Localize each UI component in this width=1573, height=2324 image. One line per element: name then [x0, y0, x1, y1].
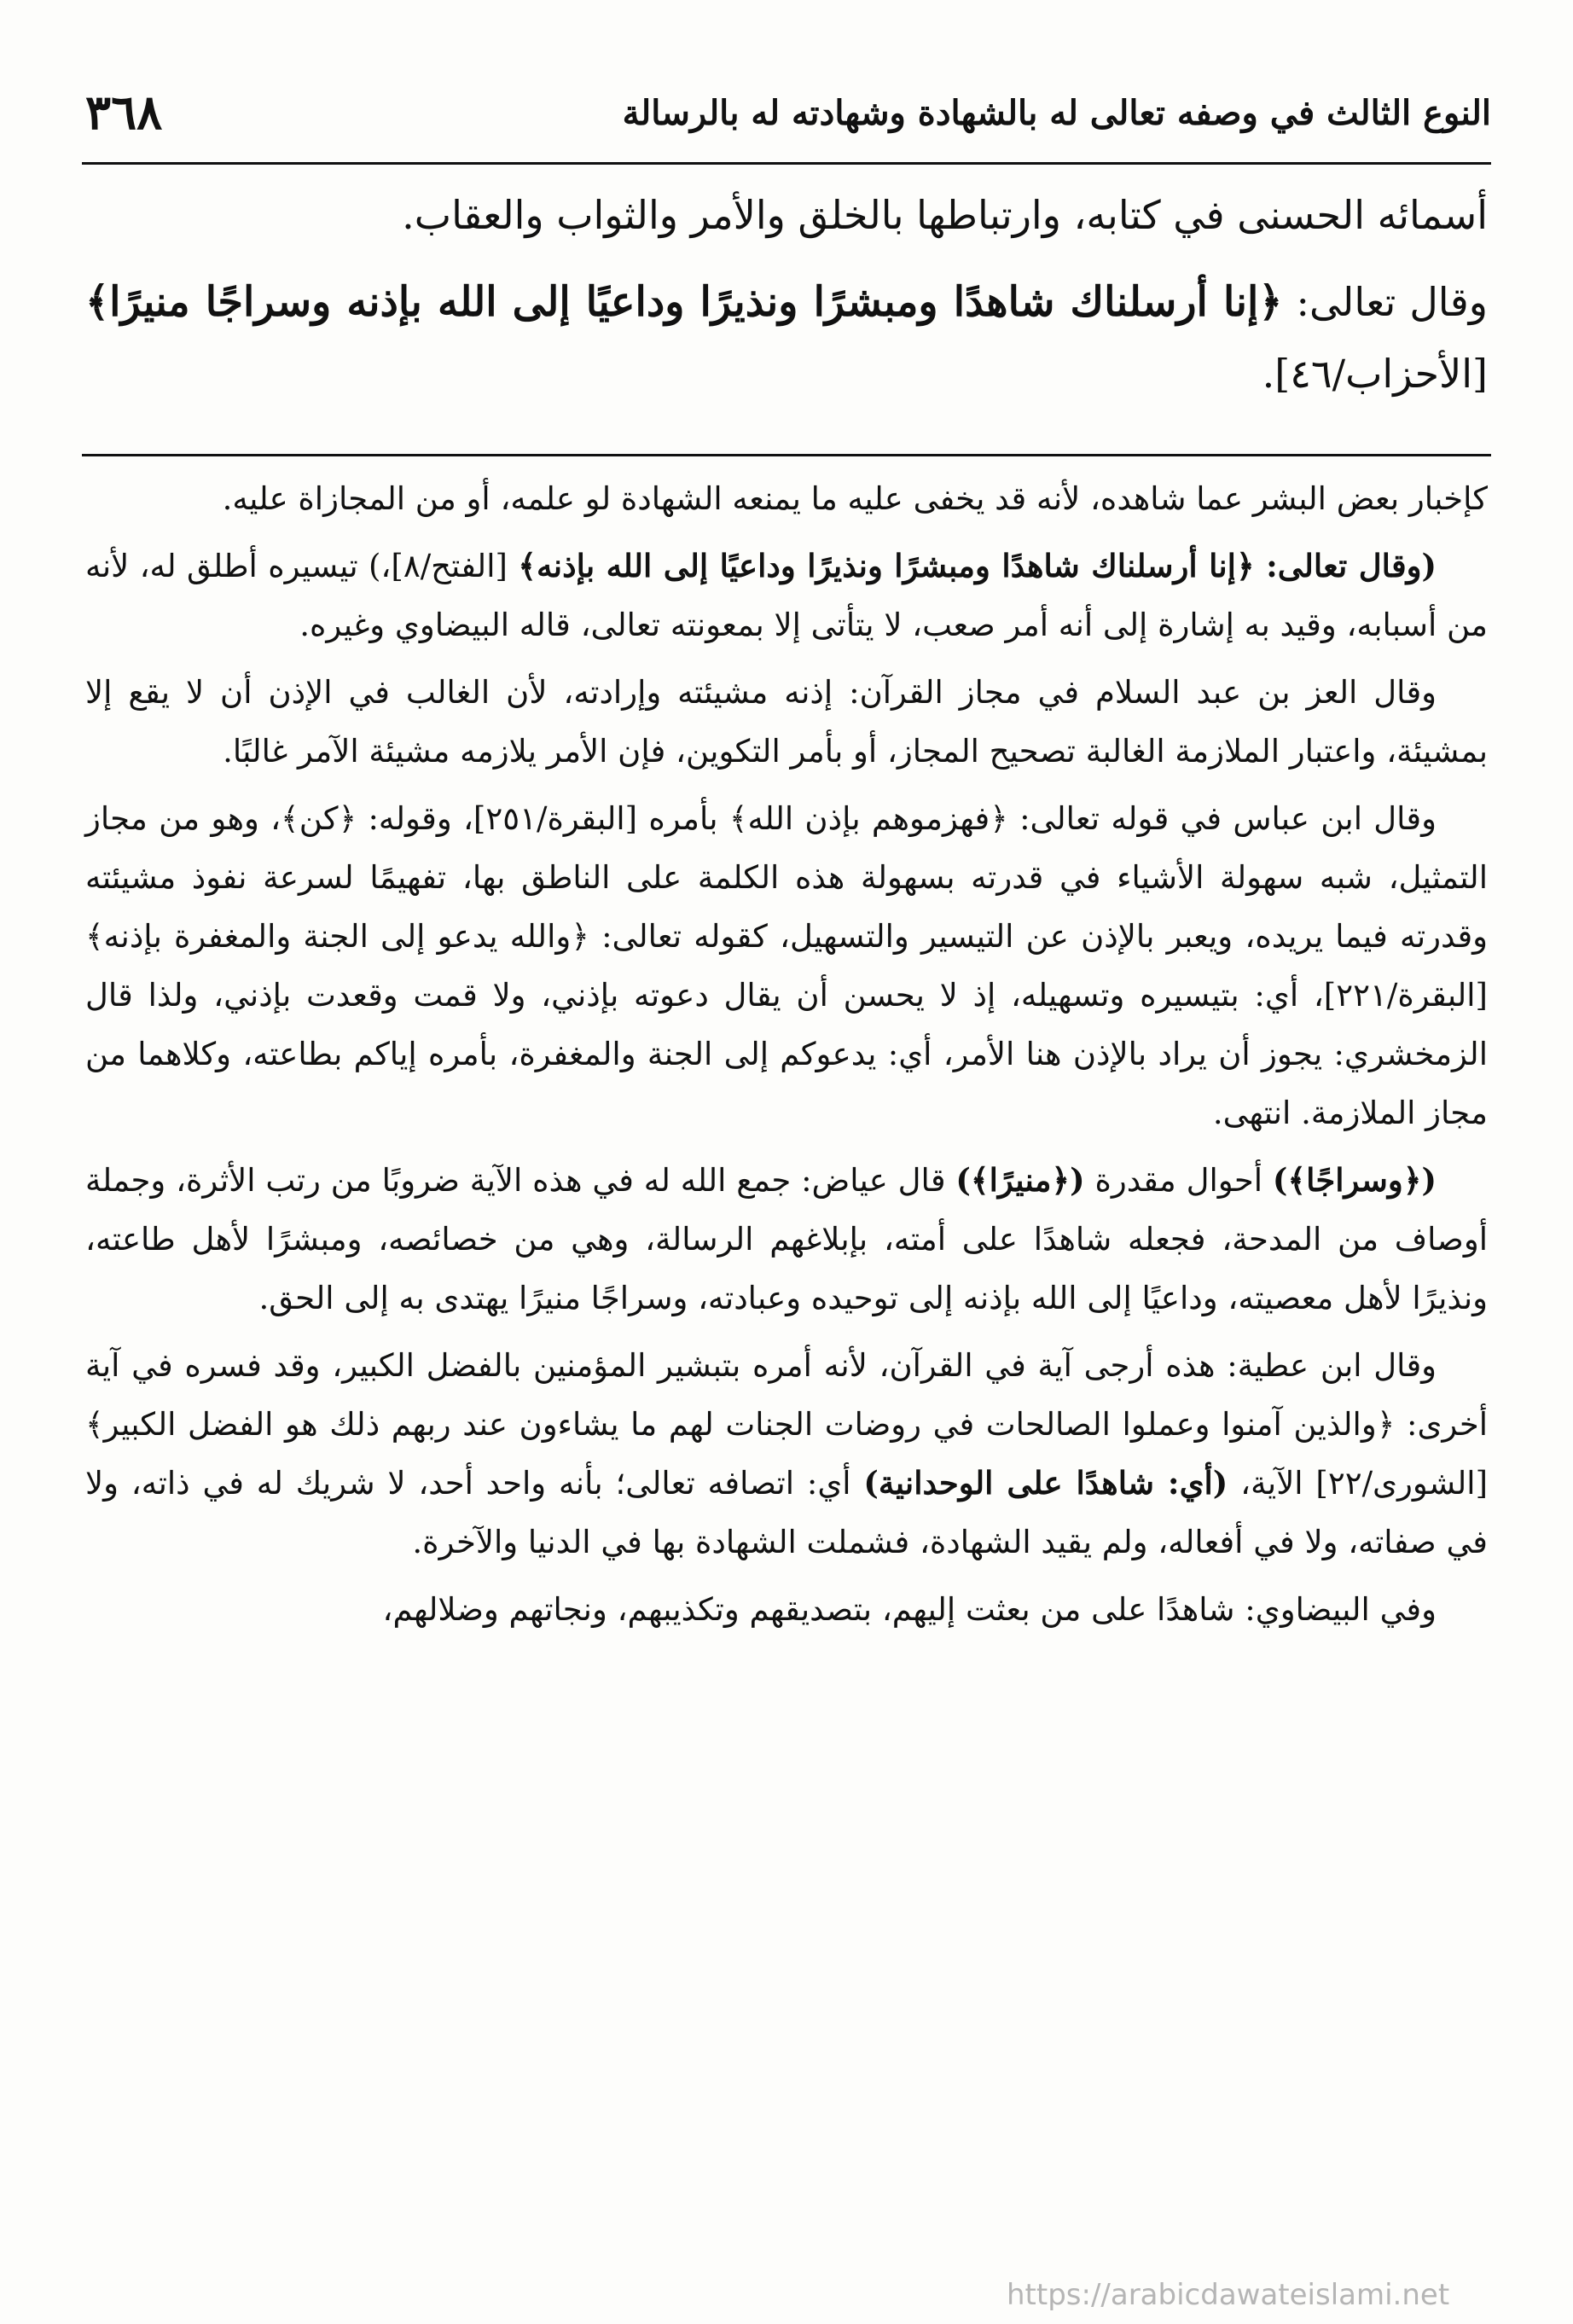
commentary [85, 469, 1488, 1647]
commentary-paragraph: وقال ابن عباس في قوله تعالى: ﴿فهزموهم بإذن الله﴾ بأمره [البقرة/٢٥١]، وقوله: ﴿كن﴾، وهو من مجاز التمثيل، شبه سهولة الأشياء في قدرته بسهولة هذه الكلمة على الناطق بها، تفهيمًا لسرعة نفوذ مشيئته وقدرته فيما يريده، ويعبر بالإذن عن التيسير والتسهيل، كقوله تعالى: ﴿والله يدعو إلى الجنة والمغفرة بإذنه﴾ [البقرة/٢٢١]، أي: بتيسيره وتسهيله، إذ لا يحسن أن يقال دعوته بإذني، ولا قمت وقعدت بإذني، ولذا قال الزمخشري: يجوز أن يراد بالإذن هنا الأمر، أي: يدعوكم إلى الجنة والمغفرة، بأمره إياكم بطاعته، وكلاهما من مجاز الملازمة. انتهى. [85, 800, 1488, 1131]
running-title: النوع الثالث في وصفه تعالى له بالشهادة وشهادته له بالرسالة [622, 92, 1491, 133]
commentary-paragraph [85, 537, 1488, 654]
verse-reference: [الأحزاب/٤٦]. [1262, 351, 1488, 397]
quran-verse: ﴿إنا أرسلناك شاهدًا ومبشرًا ونذيرًا وداعيًا إلى الله بإذنه وسراجًا منيرًا﴾ [85, 278, 1283, 326]
commentary-text: أي: اتصافه تعالى؛ بأنه واحد أحد، لا شريك له في ذاته، ولا في صفاته، ولا في أفعاله، ولم يقيد الشهادة، فشملت الشهادة بها في الدنيا والآخرة. [85, 1465, 1488, 1560]
commentary-paragraph: كإخبار بعض البشر عما شاهده، لأنه قد يخفى عليه ما يمنعه الشهادة لو علمه، أو من المجازاة عليه. [222, 480, 1488, 517]
commentary-paragraph [85, 1151, 1488, 1328]
main-paragraph: أسمائه الحسنى في كتابه، وارتباطها بالخلق والأمر والثواب والعقاب. [402, 192, 1488, 238]
commentary-text: قال عياض: جمع الله له في هذه الآية ضروبًا من رتب الأثرة، وجملة أوصاف من المدحة، فجعله شاهدًا على أمته، بإبلاغهم الرسالة، وهي من خصائصه، ومبشرًا لأهل طاعته، ونذيرًا لأهل معصيته، وداعيًا إلى الله بإذنه إلى توحيده وعبادته، وسراجًا منيرًا يهتدى به إلى الحق. [85, 1162, 1488, 1316]
page-header [85, 78, 1491, 147]
page-number: ٣٦٨ [85, 84, 163, 141]
commentary-paragraph: وقال العز بن عبد السلام في مجاز القرآن: إذنه مشيئته وإرادته، لأن الغالب في الإذن أن لا يقع إلا بمشيئة، واعتبار الملازمة الغالبة تصحيح المجاز، أو بأمر التكوين، فإن الأمر يلازمه مشيئة الآمر غالبًا. [85, 674, 1488, 770]
quoted-text: (﴿وسراجًا﴾) [1272, 1161, 1437, 1199]
commentary-text: وقال ابن عطية: هذه أرجى آية في القرآن، لأنه أمره بتبشير المؤمنين بالفضل الكبير، وقد فسره في آية أخرى: ﴿والذين آمنوا وعملوا الصالحات في روضات الجنات لهم ما يشاءون عند ربهم ذلك هو الفضل الكبير﴾ [الشورى/٢٢] الآية، [85, 1347, 1488, 1502]
verse-intro: وقال تعالى: [1282, 279, 1489, 325]
quoted-text: (﴿منيرًا﴾) [955, 1161, 1085, 1199]
commentary-paragraph: وفي البيضاوي: شاهدًا على من بعثت إليهم، بتصديقهم وتكذيبهم، ونجاتهم وضلالهم، [382, 1591, 1437, 1628]
verse-reference: [الفتح/٨]،) [369, 548, 519, 584]
commentary-paragraph [85, 1336, 1488, 1572]
main-verse-paragraph [85, 266, 1488, 410]
header-rule [82, 162, 1491, 165]
main-text [85, 179, 1488, 425]
watermark-url: https://arabicdawateislami.net [1007, 2278, 1450, 2312]
quoted-text: (وقال تعالى: ﴿إنا أرسلناك شاهدًا ومبشرًا ونذيرًا وداعيًا إلى الله بإذنه﴾ [518, 547, 1437, 584]
commentary-text: تيسيره أطلق له، لأنه من أسبابه، وقيد به إشارة إلى أنه أمر صعب، لا يتأتى إلا بمعونته تعالى، قاله البيضاوي وغيره. [85, 548, 1488, 643]
commentary-text: أحوال مقدرة [1084, 1162, 1273, 1199]
quoted-text: (أي: شاهدًا على الوحدانية) [863, 1464, 1228, 1502]
commentary-separator [82, 454, 1491, 456]
